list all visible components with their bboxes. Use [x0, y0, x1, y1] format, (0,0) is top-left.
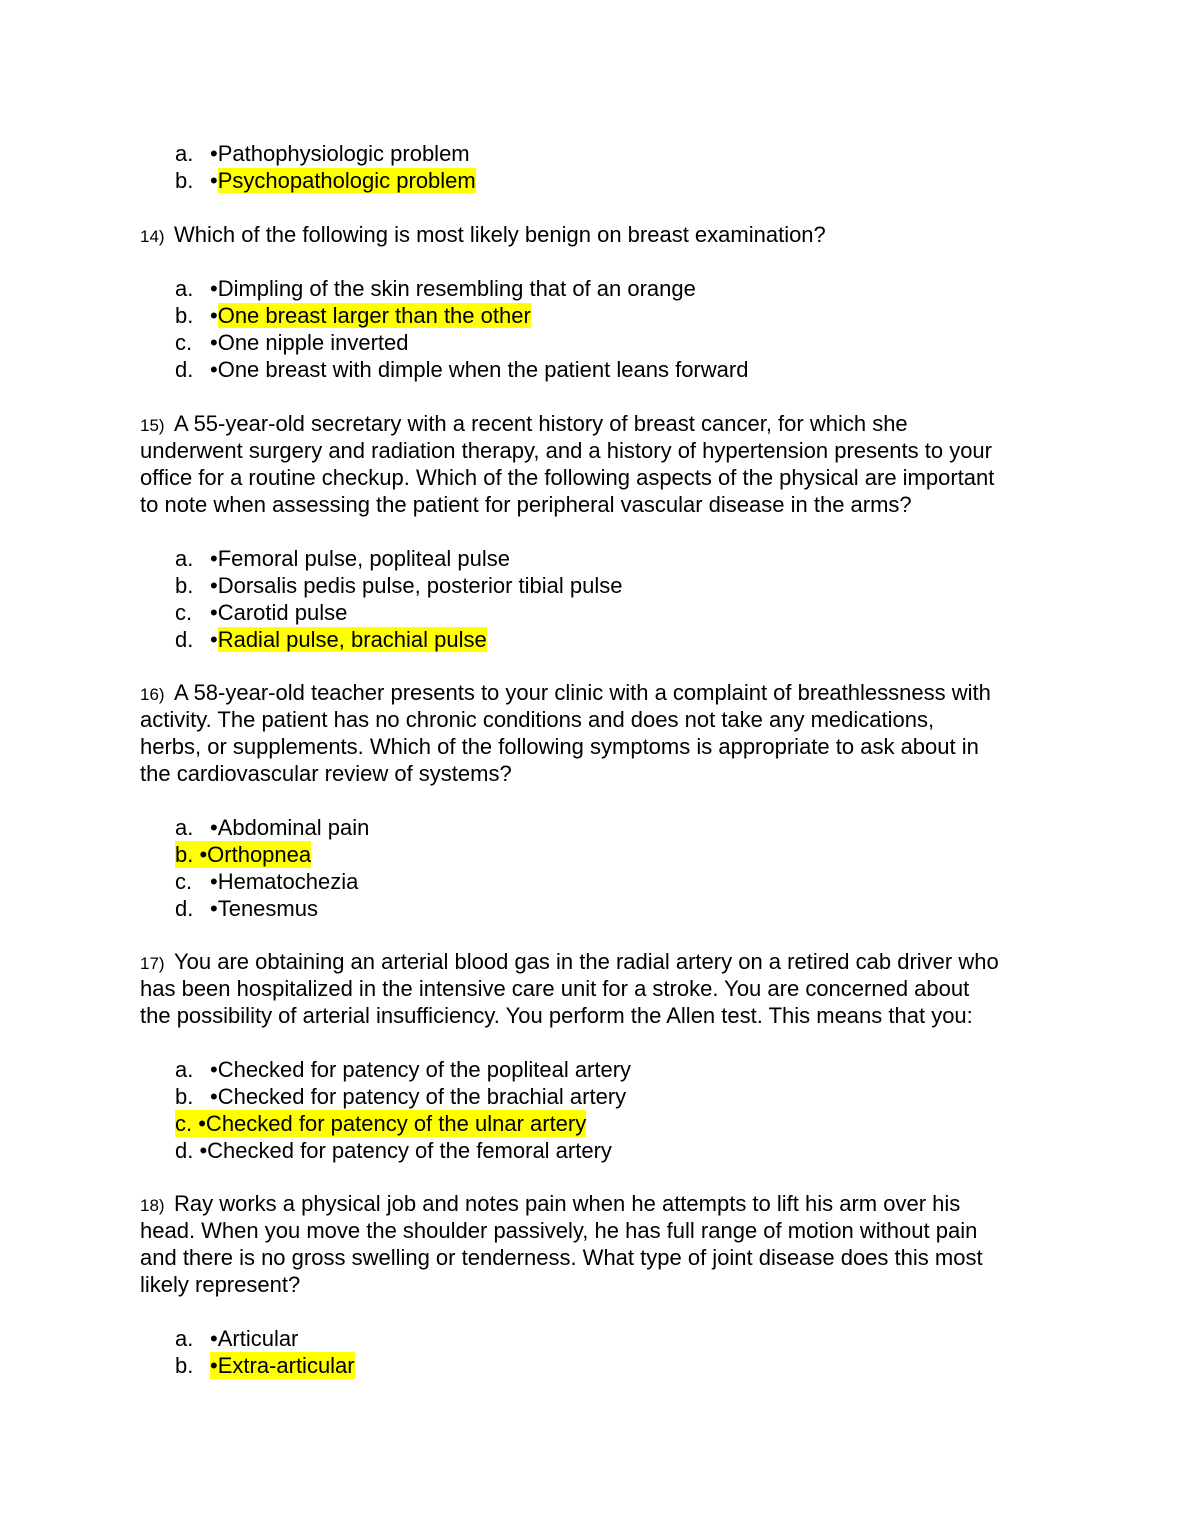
- q15-options: [0, 545, 1190, 653]
- option-item-correct: [0, 1110, 1190, 1137]
- option-item: [0, 814, 1190, 841]
- question-text-line: You are obtaining an arterial blood gas in the radial artery on a retired cab driver who: [174, 949, 999, 974]
- option-letter: c.: [175, 869, 193, 894]
- highlighted-answer: Psychopathologic problem: [217, 168, 476, 193]
- option-item-correct: [0, 167, 1190, 194]
- option-letter: a.: [175, 546, 194, 571]
- option-text: •One breast with dimple when the patient leans forward: [210, 357, 749, 382]
- option-letter: b.: [175, 1353, 194, 1378]
- q18-options: [0, 1325, 1190, 1379]
- option-letter: c.: [175, 330, 193, 355]
- option-letter: d.: [175, 896, 194, 921]
- question-text-line: the cardiovascular review of systems?: [140, 761, 512, 786]
- question-text-line: A 58-year-old teacher presents to your clinic with a complaint of breathlessness with: [174, 680, 991, 705]
- option-letter: a.: [175, 141, 194, 166]
- option-text: •Hematochezia: [210, 869, 359, 894]
- option-text: •Checked for patency of the popliteal artery: [210, 1057, 632, 1082]
- option-item-correct: [0, 841, 1190, 868]
- option-item: [0, 275, 1190, 302]
- question-number: 15): [140, 416, 165, 435]
- option-item-correct: [0, 626, 1190, 653]
- option-letter: c.: [175, 600, 193, 625]
- option-item: [0, 356, 1190, 383]
- option-letter: d.: [175, 627, 194, 652]
- question-text-line: activity. The patient has no chronic conditions and does not take any medications,: [140, 707, 935, 732]
- highlighted-answer: c. •Checked for patency of the ulnar artery: [175, 1111, 587, 1136]
- option-text: •Femoral pulse, popliteal pulse: [210, 546, 510, 571]
- option-text: •Abdominal pain: [210, 815, 370, 840]
- option-item: [0, 895, 1190, 922]
- option-letter: a.: [175, 276, 194, 301]
- option-item: [0, 329, 1190, 356]
- question-15: [140, 410, 1060, 518]
- question-14: [140, 221, 1060, 248]
- question-17: [140, 948, 1060, 1029]
- option-item: [0, 599, 1190, 626]
- question-number: 17): [140, 954, 165, 973]
- option-letter: a.: [175, 815, 194, 840]
- option-bullet: •: [210, 168, 218, 193]
- option-letter: b.: [175, 573, 194, 598]
- question-text-line: Which of the following is most likely benign on breast examination?: [174, 222, 826, 247]
- option-item-correct: [0, 1352, 1190, 1379]
- question-18: [140, 1190, 1060, 1298]
- question-text-line: the possibility of arterial insufficiency. You perform the Allen test. This means that you:: [140, 1003, 973, 1028]
- option-item: [0, 545, 1190, 572]
- option-text: •Pathophysiologic problem: [210, 141, 470, 166]
- question-text-line: A 55-year-old secretary with a recent history of breast cancer, for which she: [174, 411, 908, 436]
- option-letter: d.: [175, 357, 194, 382]
- question-number: 16): [140, 685, 165, 704]
- question-text-line: herbs, or supplements. Which of the following symptoms is appropriate to ask about in: [140, 734, 979, 759]
- option-letter: b.: [175, 303, 194, 328]
- option-letter: b.: [175, 168, 194, 193]
- option-item-correct: [0, 302, 1190, 329]
- option-item: [0, 140, 1190, 167]
- highlighted-answer: •Extra-articular: [210, 1353, 355, 1378]
- highlighted-answer: Radial pulse, brachial pulse: [217, 627, 487, 652]
- option-letter: b.: [175, 1084, 194, 1109]
- question-16: [140, 679, 1060, 787]
- option-text: •Carotid pulse: [210, 600, 348, 625]
- option-bullet: •: [210, 303, 218, 328]
- option-item: [0, 572, 1190, 599]
- question-text-line: Ray works a physical job and notes pain when he attempts to lift his arm over his: [174, 1191, 961, 1216]
- option-item: [0, 868, 1190, 895]
- option-text: •Articular: [210, 1326, 299, 1351]
- option-text: •Dorsalis pedis pulse, posterior tibial pulse: [210, 573, 623, 598]
- question-text-line: to note when assessing the patient for peripheral vascular disease in the arms?: [140, 492, 912, 517]
- question-text-line: office for a routine checkup. Which of the following aspects of the physical are important: [140, 465, 995, 490]
- option-item: [0, 1137, 1190, 1164]
- option-text: •Tenesmus: [210, 896, 318, 921]
- option-letter: a.: [175, 1057, 194, 1082]
- question-text-line: underwent surgery and radiation therapy, and a history of hypertension presents to your: [140, 438, 992, 463]
- q16-options: [0, 814, 1190, 922]
- question-text-line: and there is no gross swelling or tenderness. What type of joint disease does this most: [140, 1245, 983, 1270]
- option-text: •Dimpling of the skin resembling that of an orange: [210, 276, 696, 301]
- option-item: [0, 1083, 1190, 1110]
- q13-options: [0, 140, 1190, 194]
- option-item: [0, 1325, 1190, 1352]
- option-text: d. •Checked for patency of the femoral artery: [175, 1138, 612, 1163]
- option-letter: a.: [175, 1326, 194, 1351]
- question-text-line: likely represent?: [140, 1272, 301, 1297]
- highlighted-answer: One breast larger than the other: [217, 303, 531, 328]
- question-text-line: has been hospitalized in the intensive care unit for a stroke. You are concerned about: [140, 976, 970, 1001]
- option-text: •Checked for patency of the brachial artery: [210, 1084, 627, 1109]
- option-item: [0, 1056, 1190, 1083]
- highlighted-answer: b. •Orthopnea: [175, 842, 312, 867]
- question-text-line: head. When you move the shoulder passively, he has full range of motion without pain: [140, 1218, 978, 1243]
- question-number: 18): [140, 1196, 165, 1215]
- q14-options: [0, 275, 1190, 383]
- question-number: 14): [140, 227, 165, 246]
- option-bullet: •: [210, 627, 218, 652]
- option-text: •One nipple inverted: [210, 330, 409, 355]
- q17-options: [0, 1056, 1190, 1164]
